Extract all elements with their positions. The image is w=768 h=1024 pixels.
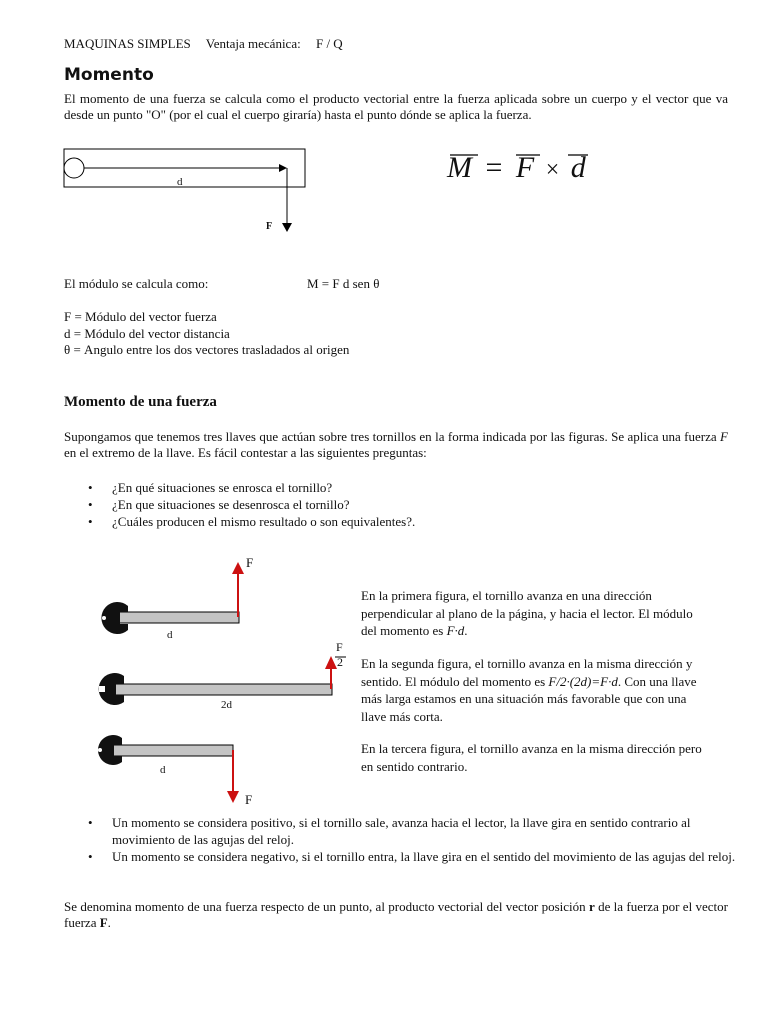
list-item: • Un momento se considera negativo, si el tornillo entra, la llave gira en el sentido del movimiento de las agujas del reloj. xyxy=(64,848,744,865)
formula-d: d xyxy=(570,151,586,184)
momento-intro: El momento de una fuerza se calcula como el producto vectorial entre la fuerza aplicada sobre un cuerpo y el vector que va desde un punto "O" (por el cual el cuerpo giraría) hasta el punto dónde se aplica la fuerza. xyxy=(64,91,728,122)
wrench-1-bolt xyxy=(102,616,106,620)
final-paragraph xyxy=(64,899,728,931)
formula-equals: = xyxy=(485,151,503,184)
exp1-text: En la primera figura, el tornillo avanza en una dirección perpendicular al plano de la página, y hacia el lector. El módulo del momento es xyxy=(361,588,693,638)
def-angulo: θ = Angulo entre los dos vectores trasladados al origen xyxy=(64,342,350,357)
intro-text-a: Supongamos que tenemos tres llaves que actúan sobre tres tornillos en la forma indicada por las figuras. Se aplica una fuerza xyxy=(64,429,721,444)
fig3-force-label: F xyxy=(245,792,253,807)
fig2-force-arrowhead xyxy=(325,656,337,669)
fig3-force-arrowhead xyxy=(227,791,239,803)
modulo-label: El módulo se calcula como: xyxy=(64,276,209,291)
explanation-fig3: En la tercera figura, el tornillo avanza en la misma dirección pero en sentido contrario. xyxy=(361,741,702,774)
fig1-d-label: d xyxy=(167,629,173,641)
wrench-figure-2 xyxy=(99,656,337,705)
formula-f: F xyxy=(515,151,535,184)
fig2-force-den: 2 xyxy=(337,655,343,669)
diagram-d-label: d xyxy=(177,176,183,188)
formula-m: M xyxy=(447,151,472,184)
fig2-force-num: F xyxy=(336,640,343,654)
list-item: • ¿En qué situaciones se enrosca el tornillo? xyxy=(64,479,415,496)
header-ventaja: Ventaja mecánica: xyxy=(205,36,301,51)
fig1-force-arrowhead xyxy=(232,562,244,574)
list-item: • Un momento se considera positivo, si el tornillo sale, avanza hacia el lector, la llave gira en sentido contrario al movimiento de las agujas del reloj. xyxy=(64,814,744,848)
fig1-force-label: F xyxy=(246,555,254,570)
fig2-d-label: 2d xyxy=(221,699,232,711)
intro-text-b: en el extremo de la llave. Es fácil contestar a las siguientes preguntas: xyxy=(64,445,427,460)
final-r-symbol: r xyxy=(588,899,595,914)
wrench-figure-1 xyxy=(101,562,244,634)
header-title: MAQUINAS SIMPLES xyxy=(64,36,191,51)
fig3-d-label: d xyxy=(160,764,166,776)
intro-force-symbol: F xyxy=(720,429,728,444)
def-distancia: d = Módulo del vector distancia xyxy=(64,326,230,341)
exp1-end: . xyxy=(464,623,468,638)
final-text-a: Se denomina momento de una fuerza respecto de un punto, al producto vectorial del vector posición xyxy=(64,899,589,914)
conventions-list xyxy=(64,814,744,865)
wrench-figure-3 xyxy=(98,735,239,803)
wrench-3-handle xyxy=(112,745,233,756)
diagram-f-label: F xyxy=(266,221,273,232)
exp2-text: En la segunda figura, el tornillo avanza en la misma dirección y sentido. El módulo del momento es xyxy=(361,656,693,689)
wrench-2-handle xyxy=(112,684,332,695)
section-heading-momento-fuerza: Momento de una fuerza xyxy=(64,394,217,410)
list-item: • ¿Cuáles producen el mismo resultado o son equivalentes?. xyxy=(64,513,415,530)
formula-times: × xyxy=(545,157,560,183)
final-text-b: de la fuerza por el vector fuerza xyxy=(64,899,728,930)
momento-heading: Momento xyxy=(64,65,154,85)
exp2-end: . Con una llave más larga estamos en una situación más favorable que con una llave más corta. xyxy=(361,673,697,724)
header-ratio: F / Q xyxy=(315,36,343,51)
wrench-3-bolt xyxy=(98,748,102,752)
def-fuerza: F = Módulo del vector fuerza xyxy=(64,309,217,324)
list-item: • ¿En que situaciones se desenrosca el tornillo? xyxy=(64,496,415,513)
wrench-1-handle xyxy=(112,612,239,623)
explanation-fig1 xyxy=(361,587,711,640)
final-f-symbol: F xyxy=(99,915,108,930)
explanation-fig2 xyxy=(361,655,711,725)
modulo-formula: M = F d sen θ xyxy=(307,276,380,291)
exp2-formula: F/2·(2d)=F·d xyxy=(548,673,618,689)
wrench-2-bolt xyxy=(99,686,105,692)
exp1-formula: F·d xyxy=(446,623,465,638)
final-text-c: . xyxy=(107,915,111,930)
